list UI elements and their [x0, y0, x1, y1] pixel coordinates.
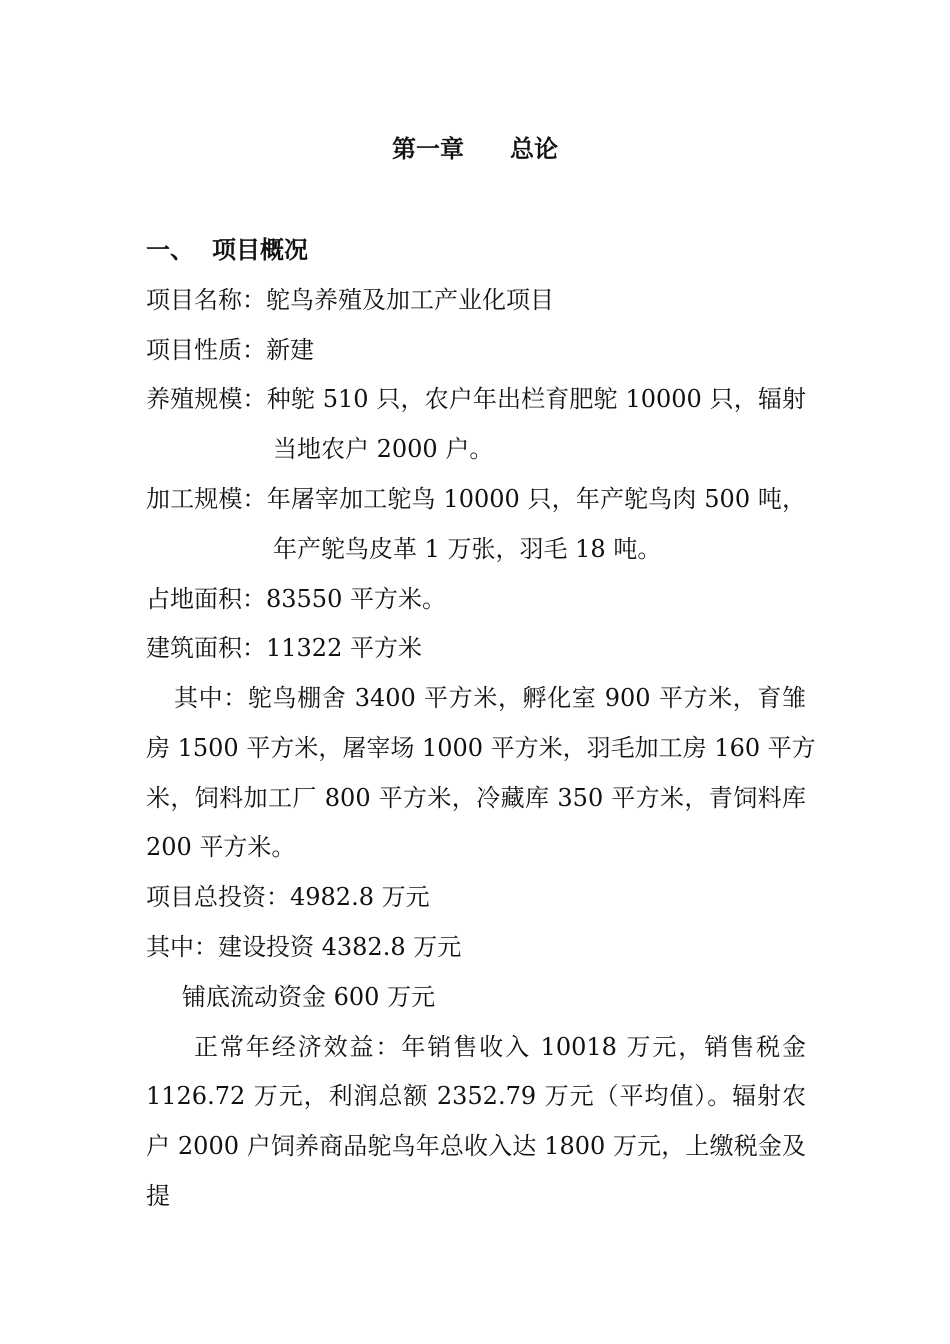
building-detail-line-4: 200 平方米。 [146, 833, 296, 861]
total-investment-line: 项目总投资：4982.8 万元 [146, 883, 430, 911]
economic-benefit-line-1: 正常年经济效益：年销售收入 10018 万元，销售税金 [194, 1033, 806, 1061]
land-area-line: 占地面积：83550 平方米。 [146, 585, 446, 613]
economic-benefit-line-2: 1126.72 万元，利润总额 2352.79 万元（平均值）。辐射农 [146, 1082, 806, 1110]
project-name-line: 项目名称：鸵鸟养殖及加工产业化项目 [146, 286, 554, 314]
breeding-scale-line: 养殖规模：种鸵 510 只，农户年出栏育肥鸵 10000 只，辐射 [146, 385, 806, 413]
chapter-title [0, 133, 950, 165]
building-detail-line-1: 其中：鸵鸟棚舍 3400 平方米，孵化室 900 平方米，育雏 [174, 684, 806, 712]
chapter-title-number: 第一章 [392, 134, 464, 163]
processing-scale-line: 加工规模：年屠宰加工鸵鸟 10000 只，年产鸵鸟肉 500 吨， [146, 485, 806, 513]
section-title: 项目概况 [212, 235, 308, 264]
breeding-scale-continuation: 当地农户 2000 户。 [273, 435, 494, 463]
economic-benefit-line-4: 提 [146, 1182, 170, 1210]
working-capital-line: 铺底流动资金 600 万元 [182, 983, 436, 1011]
construction-investment-line: 其中：建设投资 4382.8 万元 [146, 933, 462, 961]
chapter-title-text: 总论 [510, 134, 558, 163]
building-detail-line-3: 米，饲料加工厂 800 平方米，冷藏库 350 平方米，青饲料库 [146, 784, 806, 812]
economic-benefit-line-3: 户 2000 户饲养商品鸵鸟年总收入达 1800 万元，上缴税金及 [146, 1132, 806, 1160]
building-detail-line-2: 房 1500 平方米，屠宰场 1000 平方米，羽毛加工房 160 平方 [146, 734, 816, 762]
section-number: 一、 [146, 235, 194, 264]
project-nature-line: 项目性质：新建 [146, 336, 314, 364]
section-heading [146, 234, 308, 266]
building-area-line: 建筑面积：11322 平方米 [146, 634, 422, 662]
processing-scale-continuation: 年产鸵鸟皮革 1 万张，羽毛 18 吨。 [273, 535, 662, 563]
